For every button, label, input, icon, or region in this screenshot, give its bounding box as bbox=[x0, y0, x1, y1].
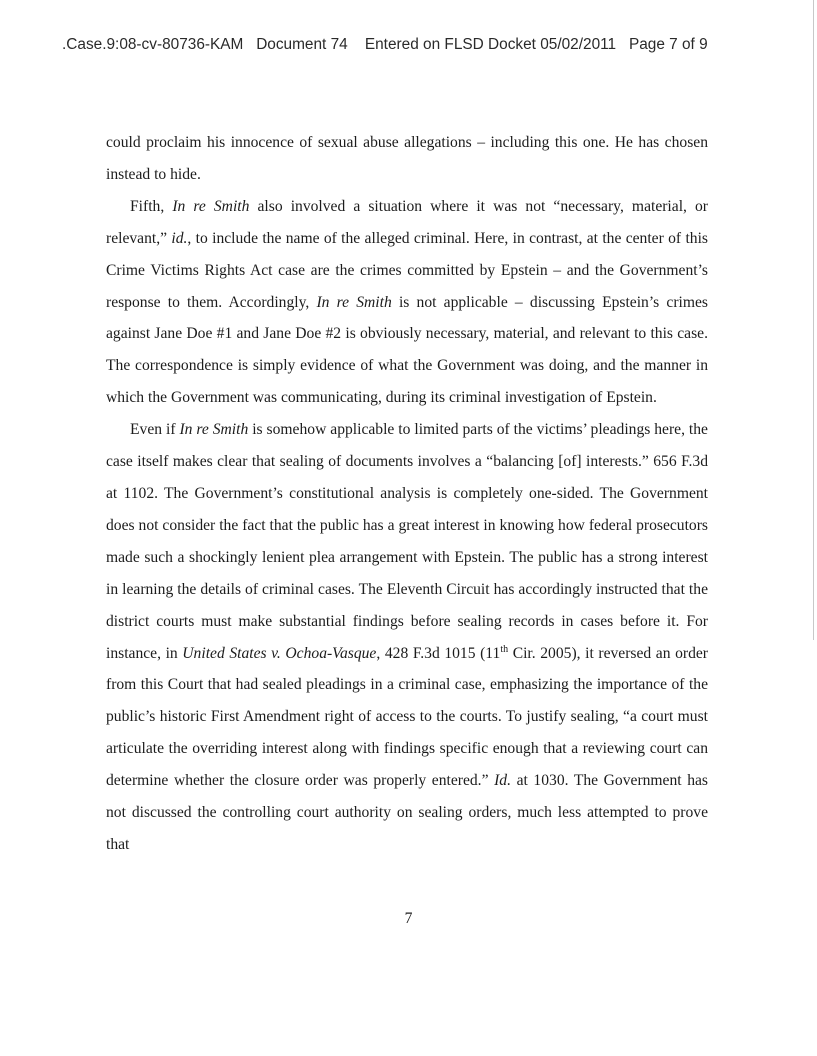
paragraph-3 bbox=[106, 414, 708, 861]
text-run: at 1030. The Government has not discussed the controlling court authority on sealing orders, much less attempted to prove that bbox=[106, 772, 708, 853]
document-body bbox=[106, 127, 708, 861]
text-run: is not applicable – discussing Epstein’s crimes against Jane Doe #1 and Jane Doe #2 is obviously necessary, material, and relevant to this case. The correspondence is simply evidence of what the Government was doing, and the manner in which the Government was communicating, during its criminal investigation of Epstein. bbox=[106, 293, 708, 407]
case-citation: United States v. Ochoa-Vasque bbox=[182, 644, 377, 662]
page-edge-rule bbox=[813, 0, 814, 640]
text-run: , 428 F.3d 1015 (11 bbox=[376, 644, 501, 662]
paragraph-1 bbox=[106, 127, 708, 191]
document-number: Document 74 bbox=[256, 36, 348, 53]
citation-signal: Id. bbox=[494, 772, 511, 790]
page-number: 7 bbox=[404, 910, 413, 927]
paragraph-2 bbox=[106, 191, 708, 414]
docket-header bbox=[62, 36, 802, 54]
text-run: could proclaim his innocence of sexual abuse allegations – including this one. He has chosen instead to hide. bbox=[106, 134, 708, 183]
text-run: , to include the name of the alleged criminal. Here, in contrast, at the center of this Crime Victims Rights Act case are the crimes committed by Epstein – and the Government’s response to them. Accordingly, bbox=[106, 229, 708, 311]
case-citation: In re Smith bbox=[316, 293, 392, 311]
text-run: is somehow applicable to limited parts of the victims’ pleadings here, the case itself makes clear that sealing of documents involves a “balancing [of] interests.” 656 F.3d at 1102. The Government’s constitutional analysis is completely one-sided. The Government does not consider the fact that the public has a great interest in knowing how federal prosecutors made such a shockingly lenient plea arrangement with Epstein. The public has a strong interest in learning the details of criminal cases. The Eleventh Circuit has accordingly instructed that the district courts must make substantial findings before sealing records in cases before it. For instance, in bbox=[106, 421, 708, 662]
text-run: also involved a situation where it was not “necessary, material, or relevant,” bbox=[106, 197, 708, 247]
case-citation: In re Smith bbox=[172, 197, 250, 215]
page-indicator: Page 7 of 9 bbox=[628, 36, 708, 53]
citation-signal: id. bbox=[171, 229, 188, 247]
text-run: Even if bbox=[130, 421, 180, 439]
docket-entry: Entered on FLSD Docket 05/02/2011 bbox=[364, 36, 617, 53]
text-run: Fifth, bbox=[130, 197, 173, 215]
case-citation: In re Smith bbox=[179, 421, 249, 439]
case-number: .Case.9:08-cv-80736-KAM bbox=[62, 36, 244, 53]
text-run: Cir. 2005), it reversed an order from this Court that had sealed pleadings in a criminal case, emphasizing the importance of the public’s historic First Amendment right of access to the courts. To justify sealing, “a court must articulate the overriding interest along with findings specific enough that a reviewing court can determine whether the closure order was properly entered.” bbox=[106, 644, 708, 790]
ordinal-suffix: th bbox=[500, 643, 509, 655]
